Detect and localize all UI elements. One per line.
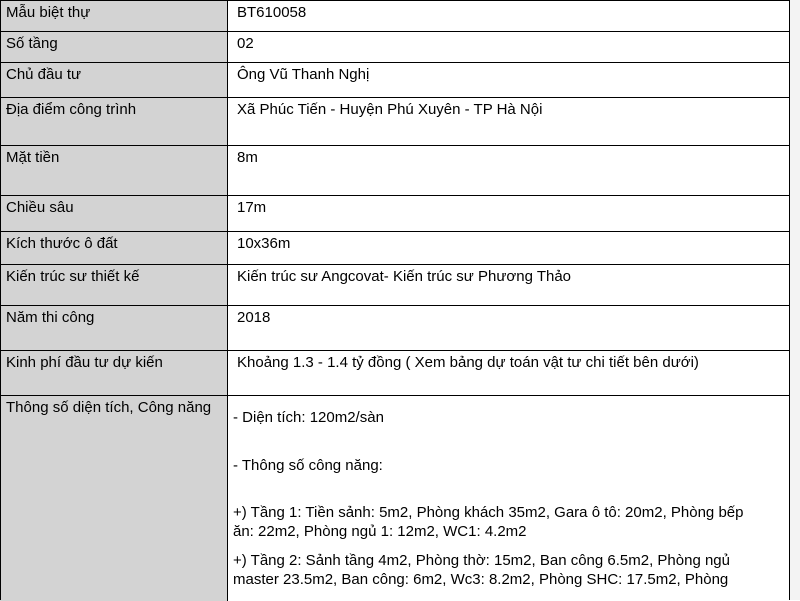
label-cell[interactable]: Địa điểm công trình xyxy=(0,98,228,146)
value-cell[interactable]: BT610058 xyxy=(237,4,307,21)
value-cell[interactable]: Xã Phúc Tiến - Huyện Phú Xuyên - TP Hà Nội xyxy=(237,101,543,118)
label-cell[interactable]: Số tầng xyxy=(0,32,228,63)
specs-area: - Diện tích: 120m2/sàn xyxy=(233,409,384,426)
table-row xyxy=(0,0,790,32)
specs-floor1-line1: +) Tầng 1: Tiền sảnh: 5m2, Phòng khách 35m2, Gara ô tô: 20m2, Phòng bếp xyxy=(233,504,744,521)
table-right-border xyxy=(789,0,790,600)
value-cell[interactable]: 02 xyxy=(237,35,254,52)
table-row xyxy=(0,195,790,232)
table-row xyxy=(0,305,790,351)
specs-value-cell[interactable] xyxy=(229,396,790,601)
value-cell[interactable]: Khoảng 1.3 - 1.4 tỷ đồng ( Xem bảng dự toán vật tư chi tiết bên dưới) xyxy=(237,354,699,371)
value-cell[interactable]: 10x36m xyxy=(237,235,291,252)
value-cell[interactable]: 17m xyxy=(237,199,267,216)
table-row xyxy=(0,62,790,98)
label-cell[interactable]: Kích thước ô đất xyxy=(0,232,228,265)
specs-row xyxy=(0,395,790,601)
label-cell[interactable]: Kinh phí đầu tư dự kiến xyxy=(0,351,228,396)
label-cell[interactable]: Chiều sâu xyxy=(0,196,228,232)
table-row xyxy=(0,264,790,306)
table-row xyxy=(0,231,790,265)
label-cell[interactable]: Mặt tiền xyxy=(0,146,228,196)
value-cell[interactable]: Kiến trúc sư Angcovat- Kiến trúc sư Phương Thảo xyxy=(237,268,572,285)
label-cell[interactable]: Kiến trúc sư thiết kế xyxy=(0,265,228,306)
table-row xyxy=(0,350,790,396)
specs-floor2-line1: +) Tầng 2: Sảnh tầng 4m2, Phòng thờ: 15m2, Ban công 6.5m2, Phòng ngủ xyxy=(233,552,730,569)
table-row xyxy=(0,145,790,196)
specs-label-cell[interactable]: Thông số diện tích, Công năng xyxy=(0,396,228,601)
specs-function-heading: - Thông số công năng: xyxy=(233,457,383,474)
value-cell[interactable]: Ông Vũ Thanh Nghị xyxy=(237,66,370,83)
label-cell[interactable]: Mẫu biệt thự xyxy=(0,1,228,32)
table-row xyxy=(0,31,790,63)
scroll-gutter xyxy=(790,0,800,600)
specs-floor1-line2: ăn: 22m2, Phòng ngủ 1: 12m2, WC1: 4.2m2 xyxy=(233,523,527,540)
label-cell[interactable]: Chủ đầu tư xyxy=(0,63,228,98)
table-row xyxy=(0,97,790,146)
table-left-border xyxy=(0,0,1,600)
value-cell[interactable]: 2018 xyxy=(237,309,271,326)
value-cell[interactable]: 8m xyxy=(237,149,258,166)
specs-floor2-line2: master 23.5m2, Ban công: 6m2, Wc3: 8.2m2, Phòng SHC: 17.5m2, Phòng xyxy=(233,571,729,588)
label-cell[interactable]: Năm thi công xyxy=(0,306,228,351)
